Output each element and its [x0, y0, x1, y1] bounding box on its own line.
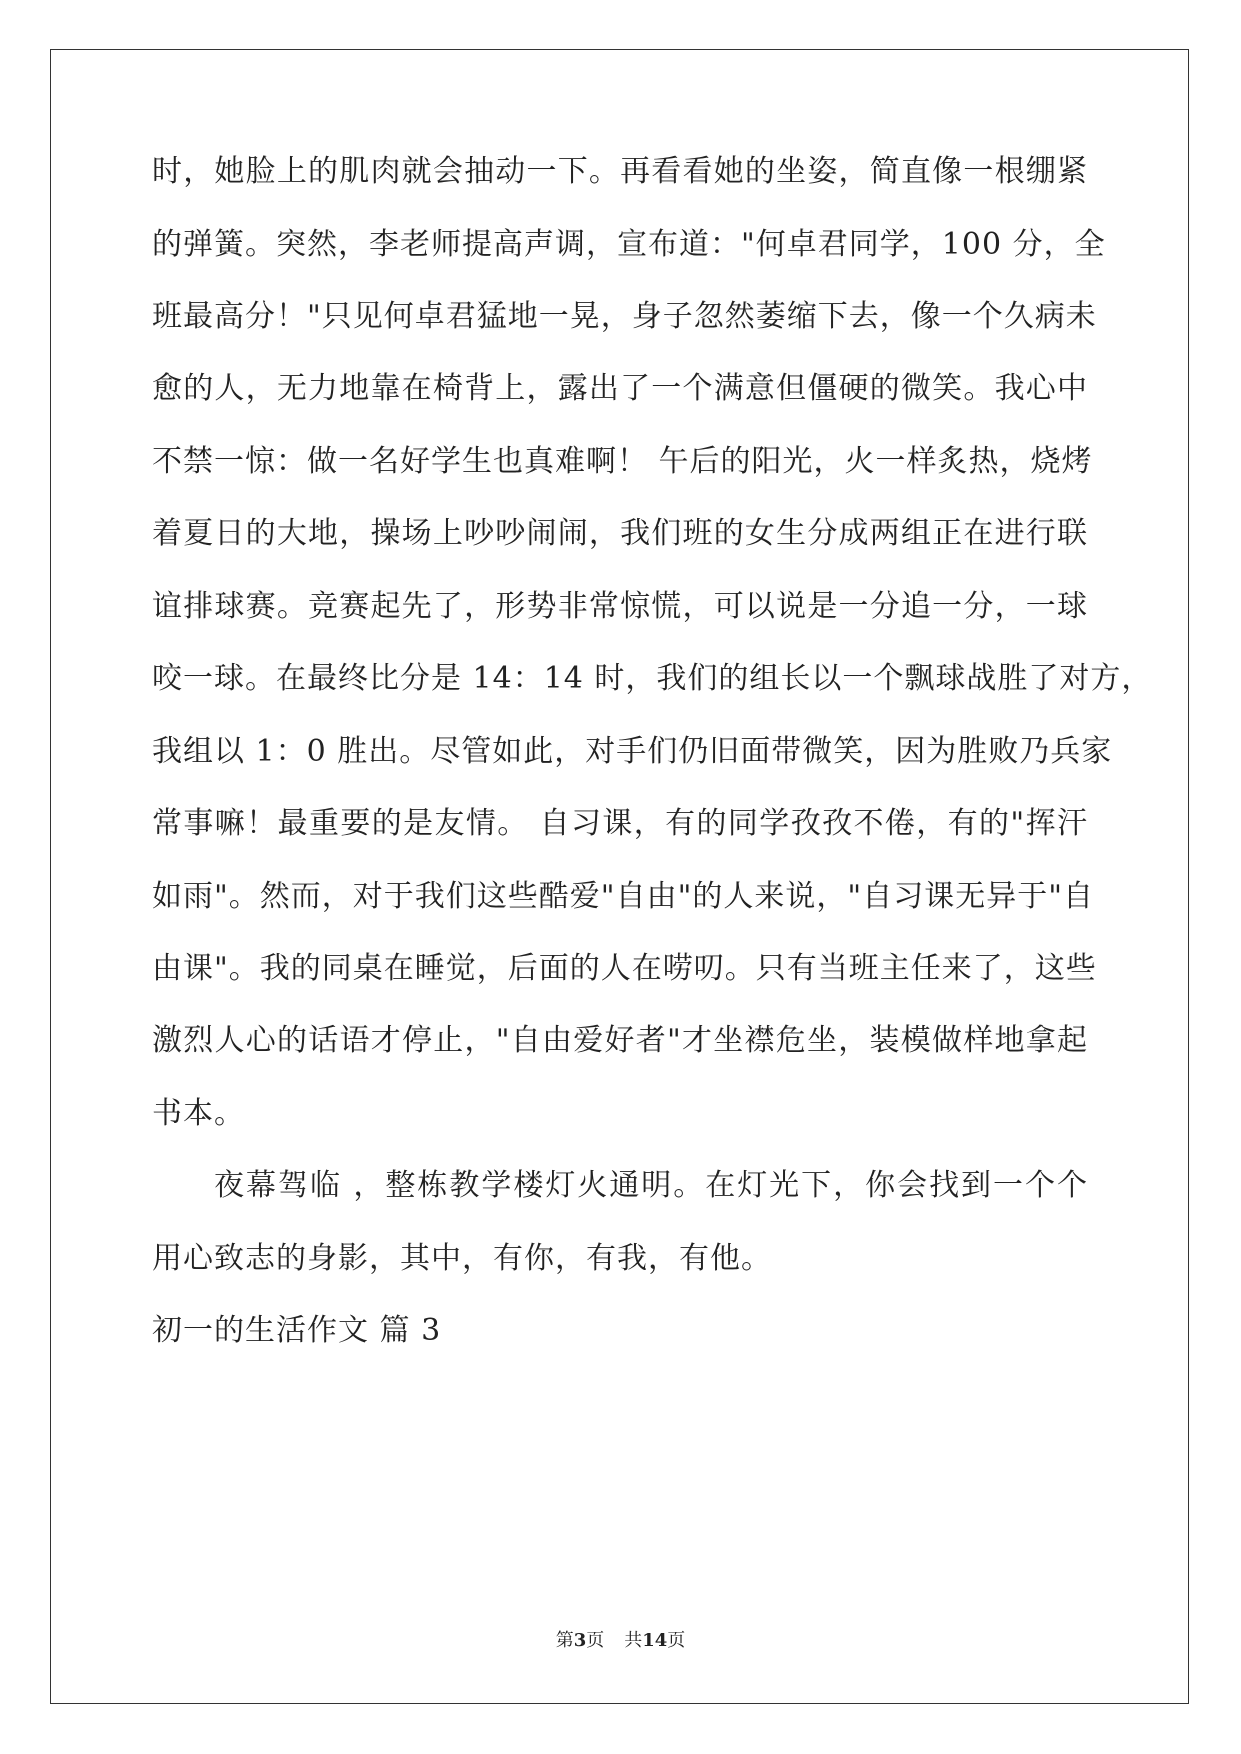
paragraph-line: 愈的人，无力地靠在椅背上，露出了一个满意但僵硬的微笑。我心中	[152, 371, 1088, 406]
paragraph-line: 书本。	[152, 1096, 245, 1131]
paragraph-line: 激烈人心的话语才停止，"自由爱好者"才坐襟危坐，装模做样地拿起	[152, 1023, 1088, 1058]
footer-total-prefix: 共	[624, 1630, 643, 1651]
paragraph-line: 时，她脸上的肌肉就会抽动一下。再看看她的坐姿，简直像一根绷紧	[152, 154, 1088, 189]
paragraph-line: 班最高分！"只见何卓君猛地一晃，身子忽然萎缩下去，像一个久病未	[152, 299, 1097, 334]
page-footer	[0, 1629, 1241, 1653]
footer-page-number: 3	[573, 1630, 587, 1651]
paragraph-line: 着夏日的大地，操场上吵吵闹闹，我们班的女生分成两组正在进行联	[152, 516, 1088, 551]
section-heading: 初一的生活作文 篇 3	[152, 1313, 442, 1348]
paragraph-line: 由课"。我的同桌在睡觉，后面的人在唠叨。只有当班主任来了，这些	[152, 951, 1097, 986]
paragraph-line: 谊排球赛。竞赛起先了，形势非常惊慌，可以说是一分追一分，一球	[152, 589, 1088, 624]
paragraph-line: 我组以 1：0 胜出。尽管如此，对手们仍旧面带微笑，因为胜败乃兵家	[152, 734, 1113, 769]
footer-page-suffix: 页	[586, 1630, 605, 1651]
paragraph-line: 的弹簧。突然，李老师提高声调，宣布道："何卓君同学，100 分，全	[152, 227, 1106, 262]
paragraph-line: 如雨"。然而，对于我们这些酷爱"自由"的人来说，"自习课无异于"自	[152, 879, 1094, 914]
paragraph-line: 夜幕驾临 ，整栋教学楼灯火通明。在灯光下，你会找到一个个	[214, 1168, 1088, 1203]
paragraph-line: 不禁一惊：做一名好学生也真难啊！ 午后的阳光，火一样炙热，烧烤	[152, 444, 1093, 479]
paragraph-line: 常事嘛！最重要的是友情。 自习课，有的同学孜孜不倦，有的"挥汗	[152, 806, 1088, 841]
footer-page-prefix: 第	[555, 1630, 574, 1651]
paragraph-line: 咬一球。在最终比分是 14：14 时，我们的组长以一个飘球战胜了对方，	[152, 661, 1153, 696]
footer-total-pages: 14	[642, 1630, 668, 1651]
paragraph-line: 用心致志的身影，其中，有你，有我，有他。	[152, 1241, 772, 1276]
footer-total-suffix: 页	[667, 1630, 686, 1651]
